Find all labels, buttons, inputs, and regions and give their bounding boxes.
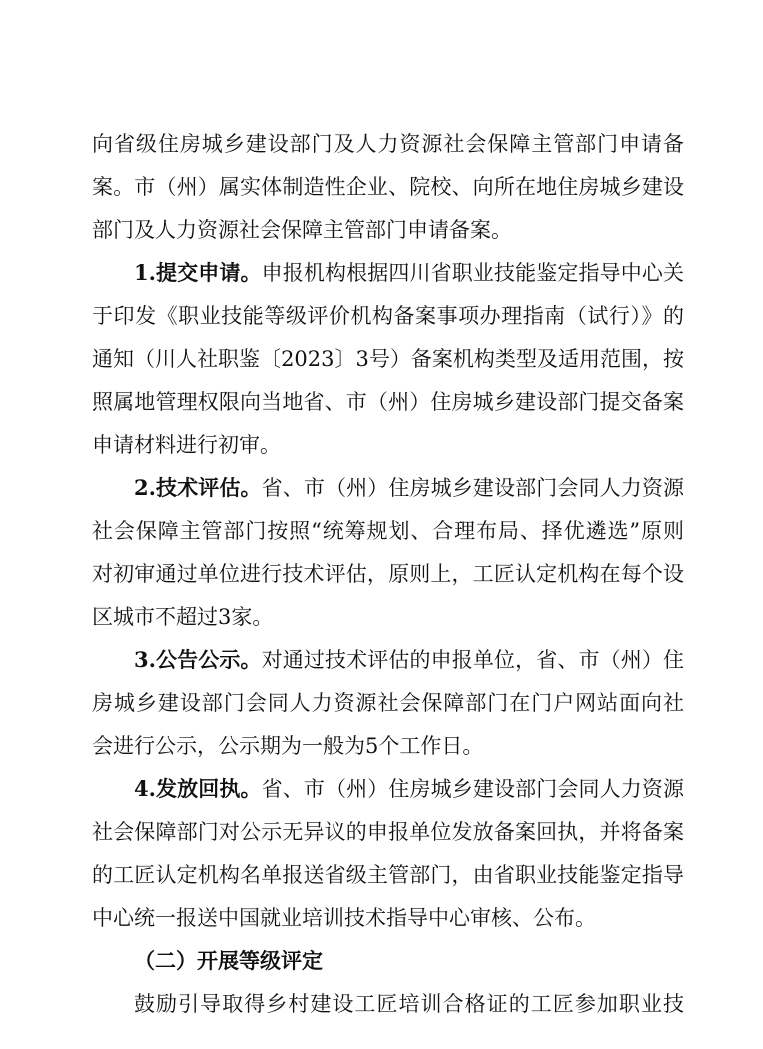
step1-text: 申报机构根据四川省职业技能鉴定指导中心关 <box>261 261 684 285</box>
paragraph-line: 区城市不超过3家。 <box>92 605 274 629</box>
step3-first-line <box>134 642 684 678</box>
step1-title: 1.提交申请。 <box>134 260 262 285</box>
section2-first-line: 鼓励引导取得乡村建设工匠培训合格证的工匠参加职业技 <box>134 992 684 1016</box>
paragraph-line: 会进行公示，公示期为一般为5个工作日。 <box>92 734 484 758</box>
section2-heading: （二）开展等级评定 <box>134 948 323 973</box>
paragraph-line: 照属地管理权限向当地省、市（州）住房城乡建设部门提交备案 <box>92 390 684 414</box>
paragraph-line: 部门及人力资源社会保障主管部门申请备案。 <box>92 218 512 242</box>
step2-first-line <box>134 470 684 506</box>
paragraph-line: 的工匠认定机构名单报送省级主管部门，由省职业技能鉴定指导 <box>92 863 684 887</box>
paragraph-line: 社会保障部门对公示无异议的申报单位发放备案回执，并将备案 <box>92 820 684 844</box>
paragraph-line: 房城乡建设部门会同人力资源社会保障部门在门户网站面向社 <box>92 691 684 715</box>
step1-first-line <box>134 255 684 291</box>
step4-first-line <box>134 771 684 807</box>
step2-text: 省、市（州）住房城乡建设部门会同人力资源 <box>261 476 684 500</box>
step3-title: 3.公告公示。 <box>134 647 262 672</box>
paragraph-line: 向省级住房城乡建设部门及人力资源社会保障主管部门申请备 <box>92 132 684 156</box>
paragraph-line: 于印发《职业技能等级评价机构备案事项办理指南（试行）》的 <box>92 304 684 328</box>
step4-text: 省、市（州）住房城乡建设部门会同人力资源 <box>261 777 684 801</box>
paragraph-line: 通知（川人社职鉴〔2023〕3号）备案机构类型及适用范围，按 <box>92 347 684 371</box>
step4-title: 4.发放回执。 <box>134 776 262 801</box>
paragraph-line: 社会保障主管部门按照“统筹规划、合理布局、择优遴选”原则 <box>92 519 684 543</box>
paragraph-line: 对初审通过单位进行技术评估，原则上，工匠认定机构在每个设 <box>92 562 684 586</box>
paragraph-line: 案。市（州）属实体制造性企业、院校、向所在地住房城乡建设 <box>92 175 684 199</box>
paragraph-line: 申请材料进行初审。 <box>92 433 281 457</box>
step3-text: 对通过技术评估的申报单位，省、市（州）住 <box>261 648 684 672</box>
step2-title: 2.技术评估。 <box>134 475 262 500</box>
paragraph-line: 中心统一报送中国就业培训技术指导中心审核、公布。 <box>92 906 596 930</box>
